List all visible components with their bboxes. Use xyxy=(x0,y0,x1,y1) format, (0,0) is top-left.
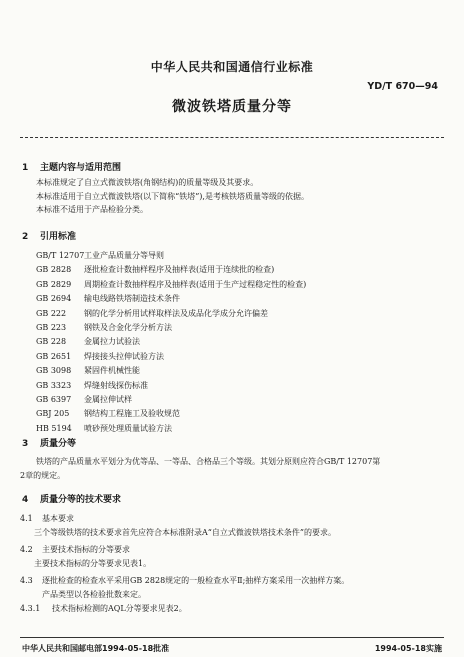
reference-item xyxy=(36,292,306,306)
section-1-heading xyxy=(22,160,121,173)
reference-title: 焊接接头拉伸试验方法 xyxy=(84,351,164,361)
paragraph-line: 2章的规定。 xyxy=(20,470,66,480)
reference-item xyxy=(36,393,306,407)
clause-4-3 xyxy=(20,574,349,601)
reference-code: GB 2694 xyxy=(36,294,72,304)
section-number: 1 xyxy=(22,163,29,173)
reference-list xyxy=(36,249,306,436)
reference-code: GB 3323 xyxy=(36,380,72,390)
paragraph-line: 逐批检查的检查水平采用GB 2828规定的一般检查水平Ⅱ;抽样方案采用一次抽样方案。 xyxy=(42,576,350,585)
reference-item xyxy=(36,335,306,349)
reference-code: GB 223 xyxy=(36,323,67,333)
reference-item xyxy=(36,249,306,263)
section-3-body xyxy=(20,455,380,482)
footer-divider xyxy=(20,637,444,638)
section-number: 4 xyxy=(22,495,29,505)
reference-title: 逐批检查计数抽样程序及抽样表(适用于连续批的检查) xyxy=(84,265,275,275)
section-4-heading xyxy=(22,492,121,505)
section-title: 主题内容与适用范围 xyxy=(40,163,122,173)
reference-item xyxy=(36,278,306,292)
paragraph-line: 产品类型以各检验批数来定。 xyxy=(42,589,146,599)
clause-4-3-1 xyxy=(20,602,187,616)
paragraph-line: 主要技术指标的分等要求见表1。 xyxy=(34,558,152,568)
implementation-date: 1994-05-18实施 xyxy=(374,644,442,653)
section-number: 3 xyxy=(22,439,29,449)
reference-code: GB 222 xyxy=(36,308,67,318)
reference-item xyxy=(36,364,306,378)
clause-title: 基本要求 xyxy=(42,514,74,523)
reference-title: 周期检查计数抽样程序及抽样表(适用于生产过程稳定性的检查) xyxy=(84,279,307,289)
document-title: 微波铁塔质量分等 xyxy=(172,99,292,115)
reference-item xyxy=(36,321,306,335)
clause-number: 4.1 xyxy=(20,514,33,523)
section-1-body xyxy=(36,176,309,217)
header-divider xyxy=(20,137,444,138)
clause-number: 4.2 xyxy=(20,545,33,554)
paragraph-line: 铁塔的产品质量水平划分为优等品、一等品、合格品三个等级。其划分原则应符合GB/T 12707第 xyxy=(36,457,381,466)
section-title: 质量分等 xyxy=(40,439,77,449)
section-title: 质量分等的技术要求 xyxy=(40,495,122,505)
clause-4-2 xyxy=(20,543,151,570)
paragraph-line: 本标准不适用于产品检验分类。 xyxy=(36,205,148,214)
reference-item xyxy=(36,379,306,393)
reference-code: GB 2829 xyxy=(36,279,72,289)
reference-title: 钢结构工程施工及验收规范 xyxy=(84,409,180,419)
reference-code: GB 228 xyxy=(36,337,67,347)
paragraph-line: 三个等级铁塔的技术要求首先应符合本标准附录A“自立式微波铁塔技术条件”的要求。 xyxy=(34,527,336,537)
reference-item xyxy=(36,422,306,436)
section-number: 2 xyxy=(22,232,29,242)
reference-code: GB 2651 xyxy=(36,351,72,361)
reference-item xyxy=(36,307,306,321)
reference-code: GB 2828 xyxy=(36,265,72,275)
reference-title: 金属拉伸试样 xyxy=(84,395,132,405)
reference-item xyxy=(36,407,306,421)
standard-category-title: 中华人民共和国通信行业标准 xyxy=(150,60,314,74)
clause-title: 技术指标检测的AQL分等要求见表2。 xyxy=(52,604,187,613)
section-title: 引用标准 xyxy=(40,232,77,242)
reference-title: 工业产品质量分等导则 xyxy=(84,251,164,260)
reference-title: 金属拉力试验法 xyxy=(84,337,140,347)
section-2-heading xyxy=(22,229,76,242)
reference-title: 输电线路铁塔制造技术条件 xyxy=(84,294,180,304)
reference-item xyxy=(36,350,306,364)
clause-number: 4.3 xyxy=(20,576,33,585)
reference-code: GB 3098 xyxy=(36,366,72,376)
paragraph-line: 本标准规定了自立式微波铁塔(角钢结构)的质量等级及其要求。 xyxy=(36,178,259,187)
standard-number: YD/T 670—94 xyxy=(367,81,438,92)
reference-title: 焊缝射线探伤标准 xyxy=(84,380,148,390)
paragraph-line: 本标准适用于自立式微波铁塔(以下简称“铁塔”),是考核铁塔质量等级的依据。 xyxy=(36,191,309,201)
reference-title: 钢铁及合金化学分析方法 xyxy=(84,323,172,333)
approval-date: 中华人民共和国邮电部1994-05-18批准 xyxy=(22,644,170,653)
reference-title: 紧固件机械性能 xyxy=(84,366,140,376)
reference-code: HB 5194 xyxy=(36,423,72,433)
clause-title: 主要技术指标的分等要求 xyxy=(42,545,130,554)
reference-code: GB/T 12707 xyxy=(36,251,85,260)
section-3-heading xyxy=(22,436,76,449)
clause-4-1 xyxy=(20,512,336,539)
reference-title: 喷砂预处理质量试验方法 xyxy=(84,423,172,433)
reference-code: GB 6397 xyxy=(36,395,72,405)
reference-item xyxy=(36,263,306,277)
reference-code: GBJ 205 xyxy=(36,409,70,419)
reference-title: 钢的化学分析用试样取样法及成品化学成分允许偏差 xyxy=(84,308,268,318)
clause-number: 4.3.1 xyxy=(20,604,41,613)
